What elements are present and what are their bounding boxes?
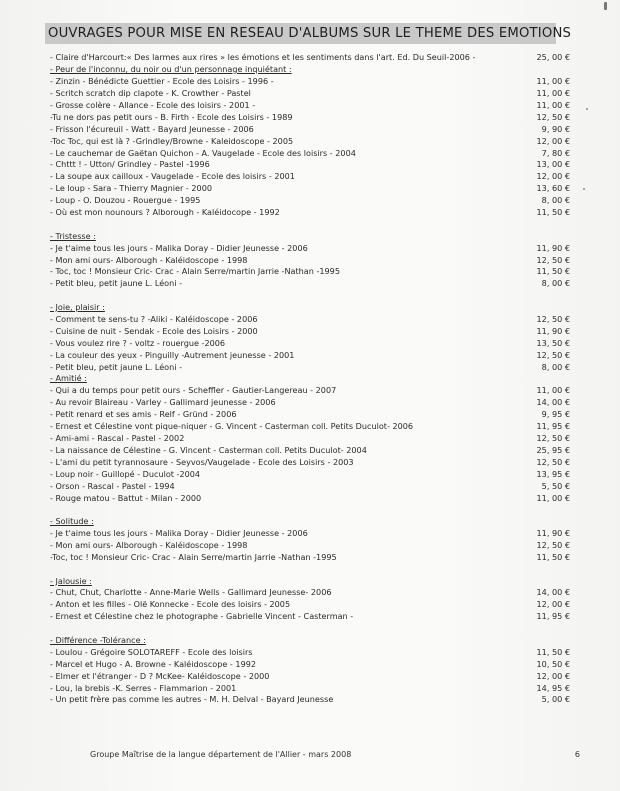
- list-item: [50, 659, 570, 671]
- item-price: 11, 95 €: [536, 421, 570, 432]
- item-text: - Loup - O. Douzou - Rouergue - 1995: [50, 195, 201, 206]
- item-text: - Je t'aime tous les jours - Malika Doray - Didier Jeunesse - 2006: [50, 242, 308, 253]
- list-item: [50, 326, 570, 338]
- list-item: [50, 112, 570, 124]
- scan-speck: [583, 188, 585, 190]
- list-item: [50, 647, 570, 659]
- item-price: 9, 95 €: [541, 409, 570, 420]
- item-price: 8, 00 €: [541, 361, 570, 372]
- item-text: - Scritch scratch dip clapote - K. Crowther - Pastel: [50, 87, 251, 98]
- heading-text: - Tristesse :: [50, 230, 96, 241]
- list-item: [50, 159, 570, 171]
- item-text: - Toc, toc ! Monsieur Cric- Crac - Alain Serre/martin Jarrie -Nathan -1995: [50, 266, 340, 277]
- list-item: [50, 397, 570, 409]
- section-heading-solitude: [50, 516, 570, 528]
- item-text: - La soupe aux cailloux - Vaugelade - Ecole des loisirs - 2001: [50, 171, 295, 182]
- item-price: 25, 95 €: [536, 445, 570, 456]
- item-text: - Orson - Rascal - Pastel - 1994: [50, 480, 175, 491]
- item-price: 12, 50 €: [536, 349, 570, 360]
- heading-text: - Peur de l'inconnu, du noir ou d'un personnage inquiétant :: [50, 63, 292, 74]
- item-text: - Ernest et Célestine vont pique-niquer - G. Vincent - Casterman coll. Petits Duculot- 2006: [50, 421, 414, 432]
- item-price: 11, 00 €: [536, 99, 570, 110]
- section-heading-difference: [50, 635, 570, 647]
- intro-row: [50, 52, 570, 64]
- item-text: - Elmer et l'étranger - D ? McKee- Kaléidoscope - 2000: [50, 670, 270, 681]
- list-item: [50, 457, 570, 469]
- item-price: 11, 50 €: [536, 552, 570, 563]
- item-text: - La naissance de Célestine - G. Vincent - Casterman coll. Petits Duculot- 2004: [50, 445, 367, 456]
- item-text: - Anton et les filles - Olë Konnecke - Ecole des loisirs - 2005: [50, 599, 291, 610]
- list-item: [50, 671, 570, 683]
- list-item: [50, 338, 570, 350]
- page-footer: [90, 750, 580, 759]
- list-item: [50, 552, 570, 564]
- item-text: - Au revoir Blaireau - Varley - Gallimard jeunesse - 2006: [50, 397, 276, 408]
- item-text: - Petit bleu, petit jaune L. Léoni -: [50, 278, 183, 289]
- item-price: 11, 00 €: [536, 75, 570, 86]
- heading-text: - Différence -Tolérance :: [50, 634, 146, 645]
- spacer: [50, 505, 570, 517]
- item-price: 12, 50 €: [536, 540, 570, 551]
- item-price: 7, 80 €: [541, 147, 570, 158]
- item-price: 12, 50 €: [536, 111, 570, 122]
- item-text: - Chttt ! - Utton/ Grindley - Pastel -1996: [50, 159, 210, 170]
- list-item: [50, 183, 570, 195]
- item-price: 5, 50 €: [541, 480, 570, 491]
- list-item: [50, 421, 570, 433]
- list-item: [50, 195, 570, 207]
- list-item: [50, 278, 570, 290]
- item-price: 11, 90 €: [536, 242, 570, 253]
- item-price: 12, 00 €: [536, 670, 570, 681]
- page-number: 6: [574, 750, 580, 759]
- item-price: 14, 00 €: [536, 587, 570, 598]
- footer-text: Groupe Maîtrise de la langue département de l'Allier - mars 2008: [90, 750, 352, 759]
- spacer: [50, 290, 570, 302]
- list-item: [50, 350, 570, 362]
- list-item: [50, 255, 570, 267]
- item-price: 11, 00 €: [536, 385, 570, 396]
- heading-text: - Amitié :: [50, 373, 87, 384]
- item-text: - Le loup - Sara - Thierry Magnier - 2000: [50, 183, 213, 194]
- item-price: 5, 00 €: [541, 694, 570, 705]
- item-price: 13, 95 €: [536, 468, 570, 479]
- item-text: - Marcel et Hugo - A. Browne - Kaléidoscope - 1992: [50, 658, 257, 669]
- book-list: [50, 52, 570, 706]
- item-text: - Comment te sens-tu ? -Aliki - Kaléidoscope - 2006: [50, 313, 258, 324]
- section-heading-joie: [50, 302, 570, 314]
- list-item: [50, 433, 570, 445]
- item-price: 11, 50 €: [536, 207, 570, 218]
- scan-speck: [586, 108, 588, 110]
- item-text: -Toc Toc, qui est là ? -Grindley/Browne - Kaleidoscope - 2005: [50, 135, 294, 146]
- list-item: [50, 76, 570, 88]
- document-title: OUVRAGES POUR MISE EN RESEAU D'ALBUMS SUR LE THEME DES EMOTIONS: [45, 23, 556, 44]
- list-item: [50, 100, 570, 112]
- item-text: - Loulou - Grégoire SOLOTAREFF - Ecole des loisirs: [50, 646, 253, 657]
- item-text: - Lou, la brebis -K. Serres - Flammarion - 2001: [50, 682, 237, 693]
- item-text: - Le cauchemar de Gaëtan Quichon - A. Vaugelade - Ecole des loisirs - 2004: [50, 147, 356, 158]
- list-item: [50, 362, 570, 374]
- list-item: [50, 266, 570, 278]
- item-text: -Toc, toc ! Monsieur Cric- Crac - Alain Serre/martin Jarrie -Nathan -1995: [50, 552, 337, 563]
- heading-text: - Jalousie :: [50, 575, 92, 586]
- intro-text: - Claire d'Harcourt:« Des larmes aux rires » les émotions et les sentiments dans l'art. Ed. Du Seuil-2006 -: [50, 52, 476, 62]
- item-text: - Petit renard et ses amis - Relf - Gründ - 2006: [50, 409, 237, 420]
- item-text: - Cuisine de nuit - Sendak - Ecole des Loisirs - 2000: [50, 325, 258, 336]
- item-price: 11, 00 €: [536, 87, 570, 98]
- list-item: [50, 385, 570, 397]
- item-price: 13, 60 €: [536, 183, 570, 194]
- item-price: 13, 00 €: [536, 159, 570, 170]
- item-text: -Tu ne dors pas petit ours - B. Firth - Ecole des Loisirs - 1989: [50, 111, 293, 122]
- list-item: [50, 587, 570, 599]
- heading-text: - Joie, plaisir :: [50, 301, 105, 312]
- item-price: 12, 50 €: [536, 457, 570, 467]
- item-price: 12, 50 €: [536, 433, 570, 444]
- spacer: [50, 623, 570, 635]
- item-price: 11, 50 €: [536, 646, 570, 657]
- item-text: - Ernest et Célestine chez le photographe - Gabrielle Vincent - Casterman -: [50, 611, 354, 622]
- item-price: 11, 90 €: [536, 528, 570, 539]
- list-item: [50, 409, 570, 421]
- list-item: [50, 611, 570, 623]
- list-item: [50, 469, 570, 481]
- list-item: [50, 243, 570, 255]
- item-text: - Rouge matou - Battut - Milan - 2000: [50, 492, 202, 503]
- item-text: - Mon ami ours- Alborough - Kaléidoscope - 1998: [50, 540, 248, 551]
- section-heading-jalousie: [50, 576, 570, 588]
- spacer: [50, 219, 570, 231]
- item-text: - Petit bleu, petit jaune L. Léoni -: [50, 361, 183, 372]
- item-text: - La couleur des yeux - Pinguilly -Autrement jeunesse - 2001: [50, 349, 295, 360]
- item-price: 8, 00 €: [541, 195, 570, 206]
- item-price: 10, 50 €: [536, 658, 570, 669]
- item-text: - Loup noir - Guillopé - Duculot -2004: [50, 468, 201, 479]
- item-text: - Qui a du temps pour petit ours - Scheffler - Gautier-Langereau - 2007: [50, 385, 337, 396]
- list-item: [50, 124, 570, 136]
- list-item: [50, 540, 570, 552]
- list-item: [50, 171, 570, 183]
- item-price: 13, 50 €: [536, 337, 570, 348]
- heading-text: - Solitude :: [50, 516, 94, 527]
- list-item: [50, 314, 570, 326]
- section-heading-amitie: [50, 373, 570, 385]
- list-item: [50, 493, 570, 505]
- item-text: - Zinzin - Bénédicte Guettier - Ecole des Loisirs - 1996 -: [50, 75, 274, 86]
- item-price: 11, 95 €: [536, 611, 570, 622]
- list-item: [50, 694, 570, 706]
- list-item: [50, 481, 570, 493]
- item-text: - Vous voulez rire ? - voltz - rouergue -2006: [50, 337, 226, 348]
- item-text: - Grosse colère - Allance - Ecole des loisirs - 2001 -: [50, 99, 256, 110]
- item-price: 12, 00 €: [536, 135, 570, 146]
- item-price: 12, 00 €: [536, 599, 570, 610]
- item-price: 11, 50 €: [536, 266, 570, 277]
- item-text: - Ami-ami - Rascal - Pastel - 2002: [50, 433, 185, 444]
- item-text: - Un petit frère pas comme les autres - M. H. Delval - Bayard Jeunesse: [50, 694, 334, 705]
- item-text: - Chut, Chut, Charlotte - Anne-Marie Wells - Gallimard Jeunesse- 2006: [50, 587, 332, 598]
- item-price: 9, 90 €: [541, 123, 570, 134]
- item-text: - Frisson l'écureuil - Watt - Bayard Jeunesse - 2006: [50, 123, 254, 134]
- item-price: 12, 50 €: [536, 313, 570, 324]
- item-price: 14, 95 €: [536, 682, 570, 693]
- intro-price: 25, 00 €: [536, 52, 570, 62]
- list-item: [50, 528, 570, 540]
- scan-mark: [604, 2, 607, 10]
- item-text: - Mon ami ours- Alborough - Kaléidoscope - 1998: [50, 254, 248, 265]
- item-text: - Je t'aime tous les jours - Malika Doray - Didier Jeunesse - 2006: [50, 528, 308, 539]
- list-item: [50, 207, 570, 219]
- item-price: 8, 00 €: [541, 278, 570, 289]
- list-item: [50, 683, 570, 695]
- item-price: 11, 90 €: [536, 325, 570, 336]
- list-item: [50, 136, 570, 148]
- item-price: 11, 00 €: [536, 492, 570, 503]
- item-text: - Où est mon nounours ? Alborough - Kaléidocope - 1992: [50, 207, 280, 218]
- list-item: [50, 88, 570, 100]
- section-heading-tristesse: [50, 231, 570, 243]
- item-price: 14, 00 €: [536, 397, 570, 408]
- item-price: 12, 00 €: [536, 171, 570, 182]
- list-item: [50, 148, 570, 160]
- item-text: - L'ami du petit tyrannosaure - Seyvos/Vaugelade - Ecole des Loisirs - 2003: [50, 457, 354, 467]
- section-heading-peur: [50, 64, 570, 76]
- spacer: [50, 564, 570, 576]
- item-price: 12, 50 €: [536, 254, 570, 265]
- list-item: [50, 599, 570, 611]
- list-item: [50, 445, 570, 457]
